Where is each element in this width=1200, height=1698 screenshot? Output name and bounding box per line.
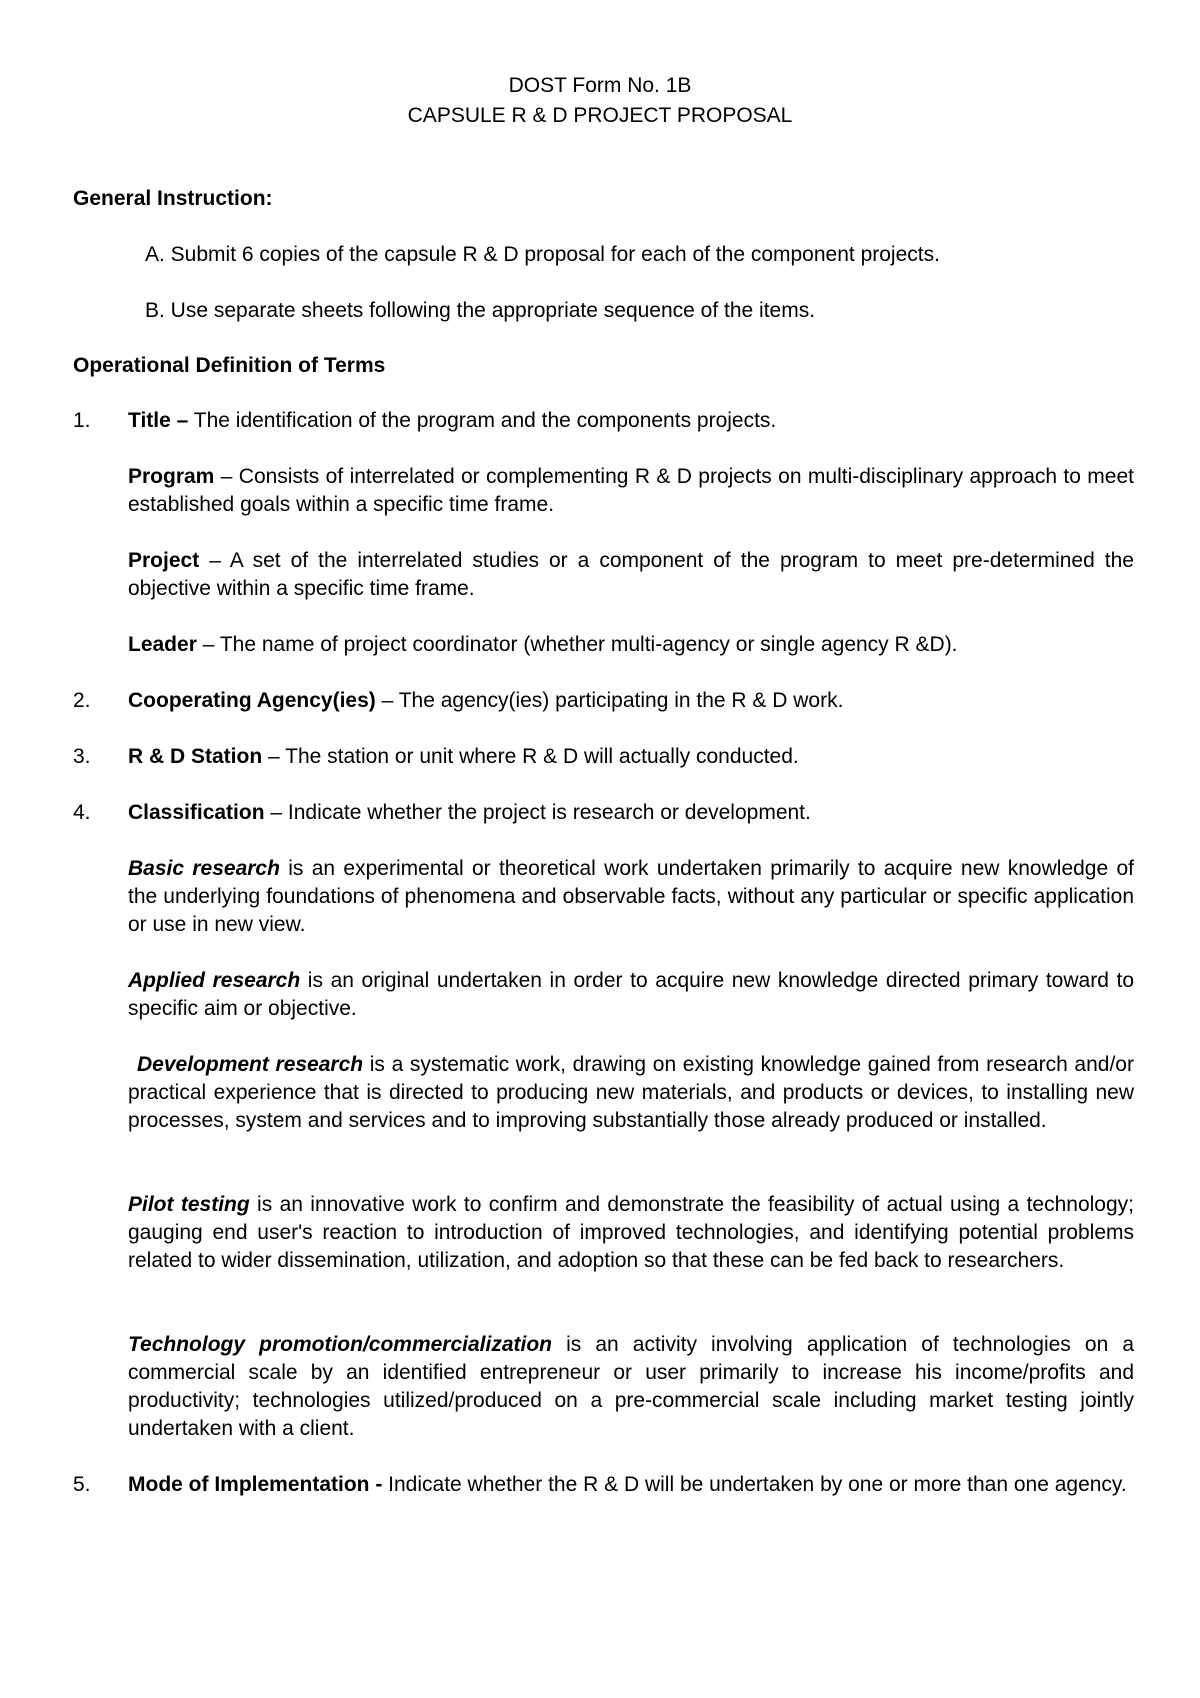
definition-mode-of-implementation-text: Indicate whether the R & D will be undertaken by one or more than one agency. [382,1473,1127,1496]
definition-technology-promotion [128,1331,1134,1443]
definition-classification [128,799,1134,827]
general-instruction-label: General Instruction [73,187,266,210]
term-leader: Leader [128,633,197,656]
term-basic-research: Basic research [128,857,280,880]
term-project: Project [128,549,200,572]
definition-cooperating-agency [128,687,1134,715]
term-program: Program [128,465,215,488]
definition-technology-promotion-text: is an activity involving application of technologies on a commercial scale by an identified entrepreneur or user primarily to increase his income/profits and productivity; technologies utilized/produced on a pre-commercial scale including market testing jointly undertaken with a client. [128,1333,1134,1440]
definition-leader [128,631,1134,659]
definition-program [128,463,1134,519]
definition-applied-research-text: is an original undertaken in order to acquire new knowledge directed primary toward to specific aim or objective. [128,969,1134,1020]
item-number-1: 1. [73,409,91,432]
term-development-research: Development research [137,1053,364,1076]
definitions-heading: Operational Definition of Terms [73,354,386,377]
document-header [0,71,1200,131]
definition-development-research-text: is a systematic work, drawing on existing knowledge gained from research and/or practical experience that is directed to producing new materials, and products or devices, to installing new processes, system and services and to improving substantially those already produced or installed. [128,1053,1134,1132]
item-number-2: 2. [73,689,91,712]
definition-project-text: – A set of the interrelated studies or a component of the program to meet pre-determined the objective within a specific time frame. [128,549,1134,600]
definition-mode-of-implementation [128,1471,1134,1499]
form-number: DOST Form No. 1B [508,74,692,97]
item-number-4: 4. [73,801,91,824]
instruction-item-a: A. Submit 6 copies of the capsule R & D proposal for each of the component projects. [145,243,940,266]
definition-project [128,547,1134,603]
general-instruction-heading [73,185,273,213]
term-cooperating-agency: Cooperating Agency(ies) [128,689,376,712]
definition-title-text: The identification of the program and the components projects. [188,409,777,432]
definition-cooperating-agency-text: – The agency(ies) participating in the R & D work. [375,689,844,712]
definition-leader-text: – The name of project coordinator (whether multi-agency or single agency R &D). [196,633,958,656]
definition-classification-text: – Indicate whether the project is research or development. [264,801,811,824]
definition-basic-research [128,855,1134,939]
definition-rd-station [128,743,1134,771]
term-rd-station: R & D Station [128,745,263,768]
definition-pilot-testing [128,1191,1134,1275]
definition-rd-station-text: – The station or unit where R & D will actually conducted. [262,745,799,768]
term-title: Title – [128,409,189,432]
definition-program-text: – Consists of interrelated or complementing R & D projects on multi-disciplinary approach to meet established goals within a specific time frame. [128,465,1134,516]
definition-pilot-testing-text: is an innovative work to confirm and demonstrate the feasibility of actual using a technology; gauging end user's reaction to introduction of improved technologies, and identifying potential problems related to wider dissemination, utilization, and adoption so that these can be fed back to researchers. [128,1193,1134,1272]
document-title: CAPSULE R & D PROJECT PROPOSAL [407,104,793,127]
term-classification: Classification [128,801,265,824]
term-applied-research: Applied research [128,969,301,992]
definition-basic-research-text: is an experimental or theoretical work undertaken primarily to acquire new knowledge of the underlying foundations of phenomena and observable facts, without any particular or specific application or use in new view. [128,857,1134,936]
definition-development-research [128,1051,1134,1135]
item-number-3: 3. [73,745,91,768]
term-pilot-testing: Pilot testing [128,1193,250,1216]
instruction-item-b: B. Use separate sheets following the appropriate sequence of the items. [145,299,816,322]
definition-title [128,407,1134,435]
term-technology-promotion: Technology promotion/commercialization [128,1333,553,1356]
general-instruction-colon: : [265,187,273,210]
definition-applied-research [128,967,1134,1023]
item-number-5: 5. [73,1473,91,1496]
term-mode-of-implementation: Mode of Implementation - [128,1473,383,1496]
